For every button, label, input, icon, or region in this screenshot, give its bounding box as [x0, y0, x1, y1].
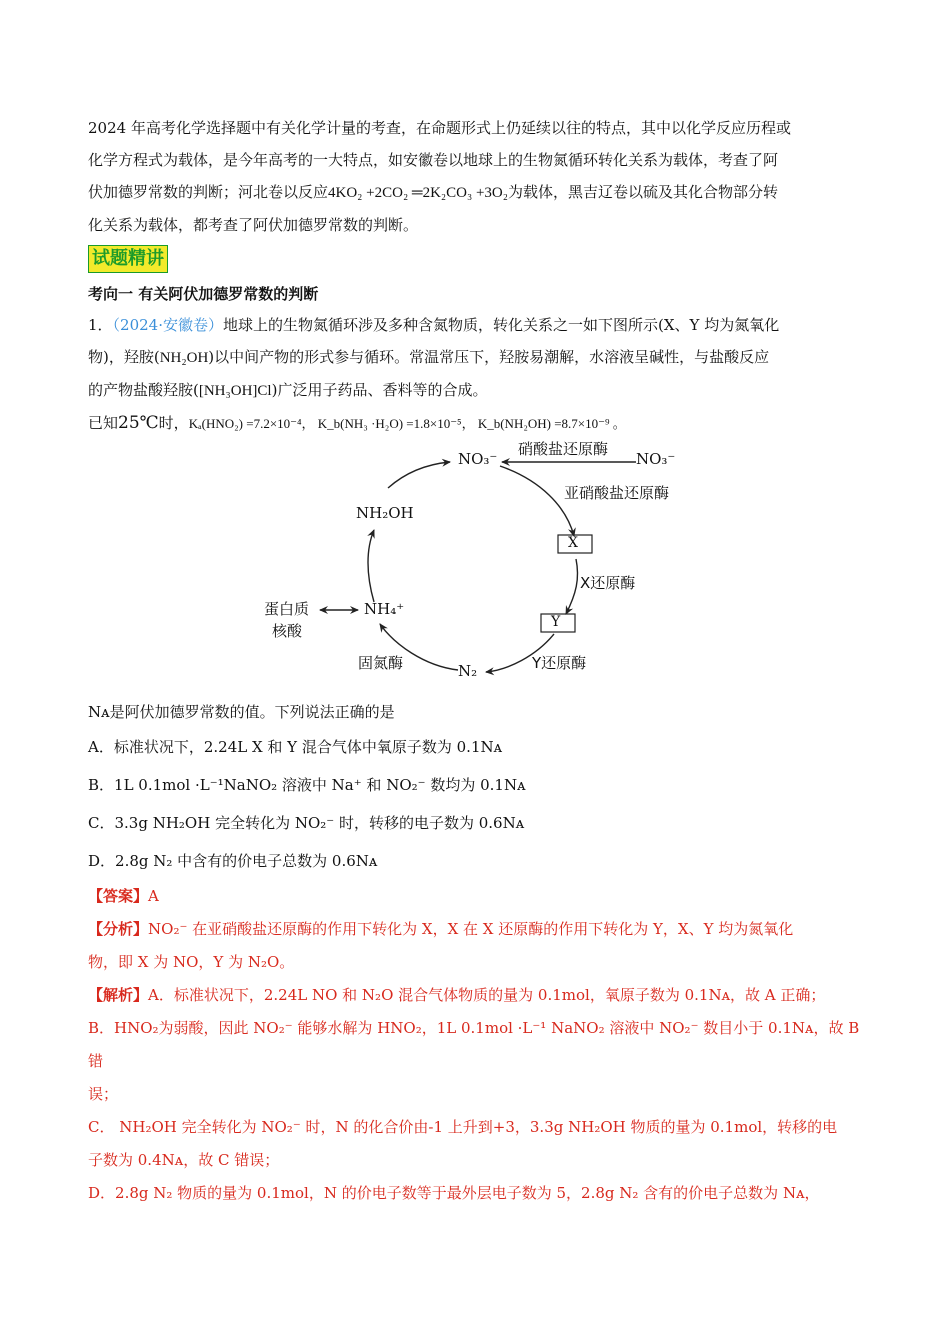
section-badge: 试题精讲 [88, 245, 168, 273]
diagram-box-x-label: X [568, 535, 578, 551]
option-a-text: 标准状况下，2.24L X 和 Y 混合气体中氧原子数为 0.1Nᴀ [113, 738, 503, 756]
question-stem: Nᴀ是阿伏加德罗常数的值。下列说法正确的是 [88, 703, 395, 721]
diagram-nh4: NH₄⁺ [364, 600, 405, 618]
option-d-text: 2.8g N₂ 中含有的价电子总数为 0.6Nᴀ [115, 852, 378, 870]
diagram-y-reductase: Y还原酶 [532, 654, 587, 672]
question-text-3-post: )广泛用子药品、香料等的合成。 [271, 381, 488, 399]
question-text-2-post: )以中间产物的形式参与循环。常温常压下，羟胺易潮解，水溶液呈碱性，与盐酸反应 [208, 348, 770, 366]
analysis-text-1: NO₂⁻ 在亚硝酸盐还原酶的作用下转化为 X，X 在 X 还原酶的作用下转化为 Y，X、Y 均为氮氧化 [148, 920, 794, 938]
known-constants [88, 407, 863, 440]
explanation-c-1: C． NH₂OH 完全转化为 NO₂⁻ 时，N 的化合价由-1 上升到+3，3.3g NH₂OH 物质的量为 0.1mol，转移的电 [88, 1118, 838, 1136]
option-b [88, 766, 863, 804]
explanation-d: D．2.8g N₂ 物质的量为 0.1mol，N 的价电子数等于最外层电子数为 5，2.8g N₂ 含有的价电子总数为 Nᴀ， [88, 1184, 820, 1202]
explanation-tag: 【解析】 [88, 986, 149, 1004]
option-a-letter: A． [88, 738, 114, 756]
diagram-nucleic-acid: 核酸 [272, 622, 303, 640]
diagram-n2: N₂ [458, 662, 478, 680]
option-c [88, 804, 863, 842]
question-line-1 [88, 309, 863, 341]
nitrogen-cycle-svg [88, 444, 863, 694]
diagram-x-reductase: X还原酶 [580, 574, 636, 592]
question-line-2 [88, 341, 863, 374]
known-pre: 已知 [88, 414, 119, 432]
option-d [88, 842, 863, 880]
known-values: Kₐ(HNO₂) =7.2×10⁻⁴， K_b(NH₃ ·H₂O) =1.8×10⁻⁵， K_b(NH₂OH) =8.7×10⁻⁹ 。 [188, 416, 626, 431]
intro-line-3-pre: 伏加德罗常数的判断；河北卷以反应 [88, 183, 329, 201]
answer-value: A [148, 887, 159, 905]
option-a [88, 728, 863, 766]
nitrogen-cycle-diagram [88, 440, 863, 694]
explanation-a [88, 979, 863, 1012]
diagram-no3-top: NO₃⁻ [458, 450, 498, 468]
intro-line-2: 化学方程式为载体，是今年高考的一大特点，如安徽卷以地球上的生物氮循环转化关系为载体，考查了阿 [88, 151, 779, 169]
known-temperature: 25℃ [118, 413, 159, 433]
explanation-a-text: A．标准状况下，2.24L NO 和 N₂O 混合气体物质的量为 0.1mol，氧原子数为 0.1Nᴀ，故 A 正确； [148, 986, 826, 1004]
arrow-nh2oh-to-no3 [388, 462, 450, 488]
arrow-x-to-y [566, 559, 578, 614]
section-title: 考向一 有关阿伏加德罗常数的判断 [88, 285, 319, 303]
diagram-protein: 蛋白质 [264, 600, 310, 618]
explanation-c-2: 子数为 0.4Nᴀ，故 C 错误； [88, 1151, 280, 1169]
explanation-b-2: 误； [88, 1085, 119, 1103]
diagram-nitrite-reductase: 亚硝酸盐还原酶 [564, 484, 670, 502]
diagram-box-y-label: Y [551, 614, 561, 630]
intro-line-3 [88, 176, 863, 209]
options-list [88, 728, 863, 880]
question-text-3-pre: 的产物盐酸羟胺( [88, 381, 199, 399]
question-line-3 [88, 374, 863, 407]
diagram-nitrate-reductase: 硝酸盐还原酶 [518, 440, 609, 458]
diagram-no3-right: NO₃⁻ [636, 450, 676, 468]
intro-line-1: 2024 年高考化学选择题中有关化学计量的考查，在命题形式上仍延续以往的特点，其中以化学反应历程或 [88, 119, 791, 137]
arrow-no3-to-x [500, 466, 574, 536]
hydroxylammonium-chloride-formula: [NH₃OH]Cl [198, 383, 272, 399]
question-text-2-pre: 物)，羟胺( [88, 348, 160, 366]
option-c-letter: C． [88, 814, 115, 832]
answer [88, 880, 863, 913]
document-page [88, 112, 863, 1210]
question-text-1: 地球上的生物氮循环涉及多种含氮物质，转化关系之一如下图所示(X、Y 均为氮氧化 [223, 316, 780, 334]
option-b-text: 1L 0.1mol ·L⁻¹NaNO₂ 溶液中 Na⁺ 和 NO₂⁻ 数均为 0.1Nᴀ [114, 776, 526, 794]
analysis-tag: 【分析】 [88, 920, 149, 938]
analysis-line-1 [88, 913, 863, 946]
explanation-b-1: B．HNO₂为弱酸，因此 NO₂⁻ 能够水解为 HNO₂，1L 0.1mol ·L⁻¹ NaNO₂ 溶液中 NO₂⁻ 数目小于 0.1Nᴀ，故 B 错 [88, 1019, 860, 1070]
analysis-line-2: 物，即 X 为 NO，Y 为 N₂O。 [88, 953, 295, 971]
option-c-text: 3.3g NH₂OH 完全转化为 NO₂⁻ 时，转移的电子数为 0.6Nᴀ [114, 814, 525, 832]
question-number: 1． [88, 316, 113, 334]
reaction-equation: 4KO₂ +2CO₂ ═2K₂CO₃ +3O₂ [328, 185, 508, 201]
diagram-nitrogenase: 固氮酶 [358, 654, 404, 672]
known-mid: 时， [158, 414, 189, 432]
arrow-nh4-to-nh2oh [368, 530, 374, 602]
option-d-letter: D． [88, 852, 116, 870]
hydroxylamine-formula: NH₂OH [159, 350, 209, 366]
question-source: （2024·安徽卷） [112, 316, 223, 334]
answer-tag: 【答案】 [88, 887, 149, 905]
intro-line-4: 化关系为载体，都考查了阿伏加德罗常数的判断。 [88, 216, 419, 234]
intro-line-3-post: 为载体，黑吉辽卷以硫及其化合物部分转 [507, 183, 778, 201]
option-b-letter: B． [88, 776, 115, 794]
diagram-nh2oh: NH₂OH [356, 504, 414, 522]
